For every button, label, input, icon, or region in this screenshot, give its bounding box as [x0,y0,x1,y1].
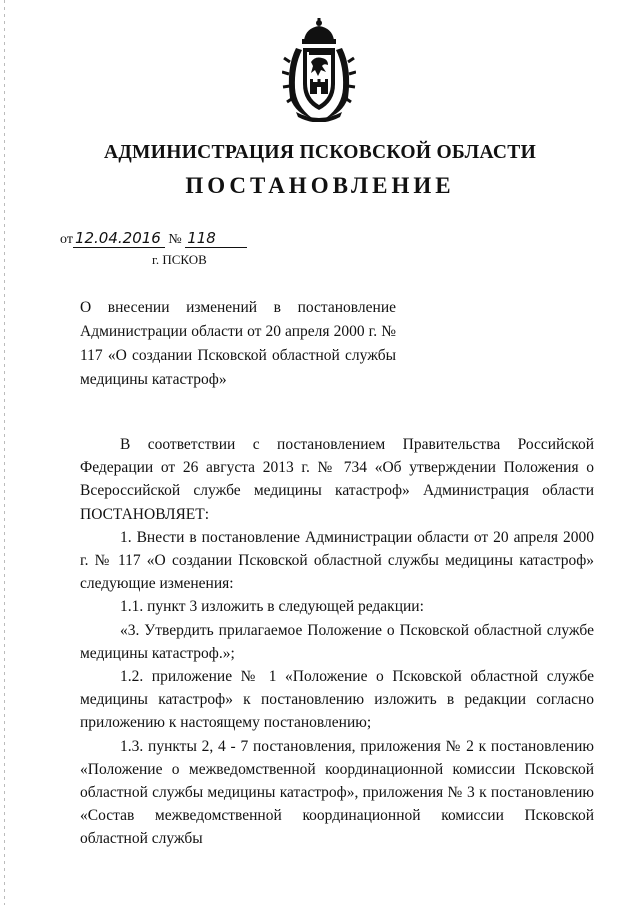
item-1-2-paragraph: 1.2. приложение № 1 «Положение о Псковской областной службе медицины катастроф» к постановлению изложить в редакции согласно приложению к настоящему постановлению; [80,668,594,732]
document-subject: О внесении изменений в постановление Администрации области от 20 апреля 2000 г. № 117 «О создании Псковской областной службы медицины катастроф» [80,299,396,388]
document-body [80,433,594,851]
document-number: 118 [185,230,247,248]
organization-title: АДМИНИСТРАЦИЯ ПСКОВСКОЙ ОБЛАСТИ [103,142,537,163]
item-1-3-paragraph: 1.3. пункты 2, 4 - 7 постановления, приложения № 2 к постановлению «Положение о межведомственной координационной комиссии Псковской областной службы медицины катастроф», приложения № 3 к постановлению «Состав межведомственной координационной комиссии Псковской областной службы [80,737,594,848]
item-1-1-quote-paragraph: «3. Утвердить прилагаемое Положение о Псковской областной службе медицины катастроф.»; [80,621,594,662]
date-number-line [60,230,247,248]
resolves-label: ПОСТАНОВЛЯЕТ: [80,505,210,523]
number-prefix: № [168,232,182,247]
coat-of-arms-icon [282,18,356,122]
date-prefix: от [60,232,73,247]
preamble-paragraph [80,433,594,526]
document-date: 12.04.2016 [73,230,165,248]
item-1-1-paragraph: 1.1. пункт 3 изложить в следующей редакции: [120,598,424,616]
scan-edge-line [4,0,5,905]
preamble-text: В соответствии с постановлением Правительства Российской Федерации от 26 августа 2013 г. № 734 «Об утверждении Положения о Всероссийской службе медицины катастроф» Администрация области [80,436,594,500]
city-label: г. ПСКОВ [152,252,207,267]
item-1-paragraph: 1. Внести в постановление Администрации области от 20 апреля 2000 г. № 117 «О создании Псковской областной службы медицины катастроф» следующие изменения: [80,528,594,593]
document-type-title: ПОСТАНОВЛЕНИЕ [185,173,455,198]
